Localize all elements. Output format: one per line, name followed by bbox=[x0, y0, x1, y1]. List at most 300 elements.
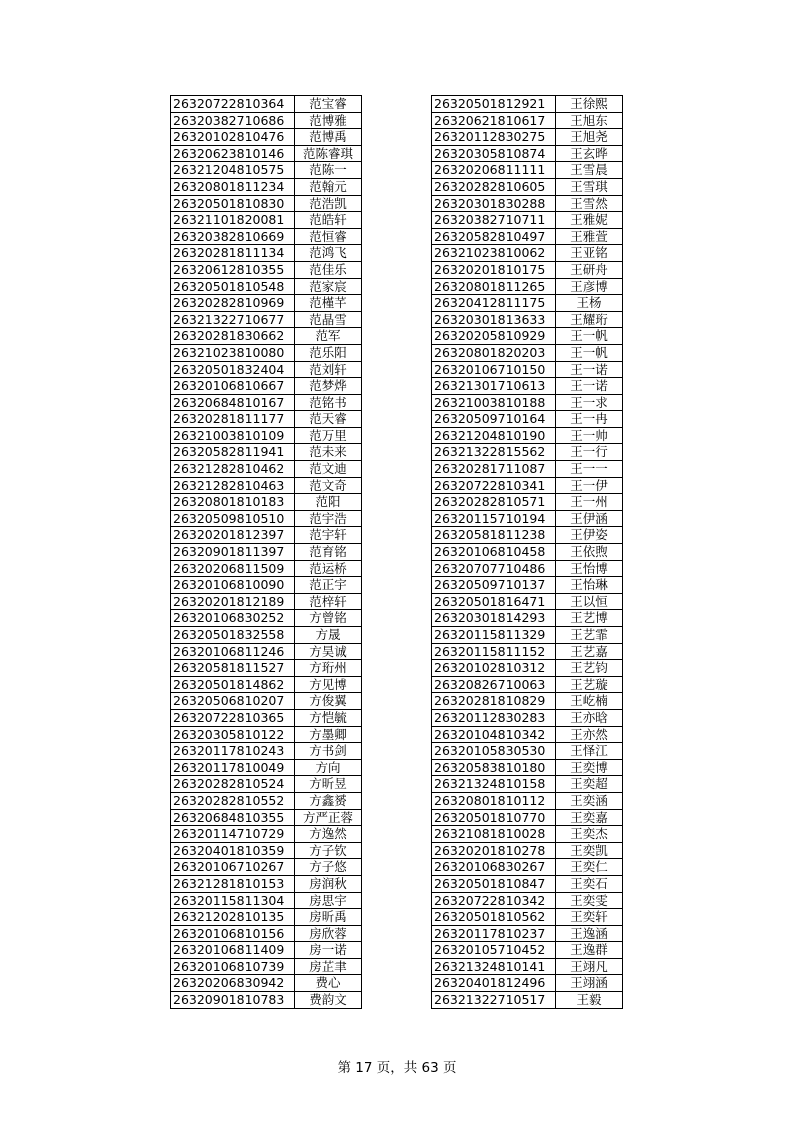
table-row bbox=[432, 527, 623, 544]
candidate-id-cell: 26320114710729 bbox=[171, 826, 295, 843]
candidate-name-cell: 范梓轩 bbox=[295, 593, 362, 610]
candidate-name-cell: 范宇浩 bbox=[295, 510, 362, 527]
table-row bbox=[171, 875, 362, 892]
candidate-id-cell: 26320106810090 bbox=[171, 577, 295, 594]
candidate-id-cell: 26320684810167 bbox=[171, 394, 295, 411]
table-row bbox=[432, 411, 623, 428]
candidate-id-cell: 26320102810312 bbox=[432, 660, 556, 677]
candidate-name-cell: 王逸涵 bbox=[556, 925, 623, 942]
candidate-name-cell: 方鑫赟 bbox=[295, 792, 362, 809]
candidate-id-cell: 26320104810342 bbox=[432, 726, 556, 743]
candidate-name-cell: 王奕仁 bbox=[556, 859, 623, 876]
table-row bbox=[432, 809, 623, 826]
candidate-id-cell: 26320826710063 bbox=[432, 676, 556, 693]
candidate-id-cell: 26320621810617 bbox=[432, 112, 556, 129]
candidate-id-cell: 26320106811409 bbox=[171, 942, 295, 959]
table-row bbox=[171, 693, 362, 710]
candidate-name-cell: 王翊涵 bbox=[556, 975, 623, 992]
candidate-id-cell: 26320382710711 bbox=[432, 212, 556, 229]
table-row bbox=[432, 875, 623, 892]
table-row bbox=[432, 477, 623, 494]
table-row bbox=[171, 212, 362, 229]
candidate-id-cell: 26320282810571 bbox=[432, 494, 556, 511]
table-row bbox=[171, 544, 362, 561]
candidate-id-cell: 26320501832558 bbox=[171, 627, 295, 644]
table-row bbox=[171, 809, 362, 826]
candidate-id-cell: 26320281810829 bbox=[432, 693, 556, 710]
candidate-name-cell: 王一帅 bbox=[556, 427, 623, 444]
candidate-id-cell: 26321281810153 bbox=[171, 875, 295, 892]
candidate-name-cell: 王雪晨 bbox=[556, 162, 623, 179]
table-row bbox=[171, 560, 362, 577]
table-row bbox=[432, 261, 623, 278]
candidate-id-cell: 26321101820081 bbox=[171, 212, 295, 229]
candidate-id-cell: 26320401810359 bbox=[171, 842, 295, 859]
candidate-id-cell: 26320509710137 bbox=[432, 577, 556, 594]
candidate-id-cell: 26320117810237 bbox=[432, 925, 556, 942]
candidate-name-cell: 王翊凡 bbox=[556, 958, 623, 975]
candidate-name-cell: 范正宇 bbox=[295, 577, 362, 594]
candidate-name-cell: 王奕凯 bbox=[556, 842, 623, 859]
right-roster-table bbox=[431, 95, 623, 1009]
candidate-id-cell: 26320115811329 bbox=[432, 627, 556, 644]
table-row bbox=[171, 892, 362, 909]
candidate-id-cell: 26320106830252 bbox=[171, 610, 295, 627]
table-row bbox=[432, 776, 623, 793]
table-row bbox=[432, 643, 623, 660]
candidate-id-cell: 26320105830530 bbox=[432, 743, 556, 760]
candidate-name-cell: 范宇轩 bbox=[295, 527, 362, 544]
table-row bbox=[432, 245, 623, 262]
table-row bbox=[171, 676, 362, 693]
table-row bbox=[171, 494, 362, 511]
candidate-id-cell: 26320501812921 bbox=[432, 96, 556, 113]
candidate-name-cell: 王亦然 bbox=[556, 726, 623, 743]
candidate-id-cell: 26320281811177 bbox=[171, 411, 295, 428]
candidate-name-cell: 王奕轩 bbox=[556, 909, 623, 926]
table-row bbox=[171, 344, 362, 361]
candidate-id-cell: 26320583810180 bbox=[432, 759, 556, 776]
candidate-name-cell: 费心 bbox=[295, 975, 362, 992]
candidate-id-cell: 26320509710164 bbox=[432, 411, 556, 428]
candidate-id-cell: 26320117810243 bbox=[171, 743, 295, 760]
table-row bbox=[432, 826, 623, 843]
candidate-name-cell: 王亦晗 bbox=[556, 709, 623, 726]
table-row bbox=[171, 96, 362, 113]
candidate-id-cell: 26320501810830 bbox=[171, 195, 295, 212]
candidate-name-cell: 王雪然 bbox=[556, 195, 623, 212]
candidate-name-cell: 王艺嘉 bbox=[556, 643, 623, 660]
candidate-id-cell: 26320901810783 bbox=[171, 992, 295, 1009]
candidate-id-cell: 26320501832404 bbox=[171, 361, 295, 378]
table-row bbox=[432, 444, 623, 461]
candidate-id-cell: 26320305810874 bbox=[432, 145, 556, 162]
table-row bbox=[171, 759, 362, 776]
table-row bbox=[171, 709, 362, 726]
candidate-name-cell: 范梦烨 bbox=[295, 378, 362, 395]
table-row bbox=[432, 544, 623, 561]
table-row bbox=[432, 925, 623, 942]
table-row bbox=[432, 560, 623, 577]
table-row bbox=[171, 411, 362, 428]
table-row bbox=[171, 278, 362, 295]
table-row bbox=[432, 909, 623, 926]
candidate-name-cell: 方墨卿 bbox=[295, 726, 362, 743]
candidate-id-cell: 26320581811238 bbox=[432, 527, 556, 544]
candidate-name-cell: 王艺璇 bbox=[556, 676, 623, 693]
table-row bbox=[432, 212, 623, 229]
table-row bbox=[171, 610, 362, 627]
table-row bbox=[171, 925, 362, 942]
table-row bbox=[432, 195, 623, 212]
candidate-name-cell: 王彦博 bbox=[556, 278, 623, 295]
candidate-name-cell: 王一帆 bbox=[556, 344, 623, 361]
candidate-name-cell: 方见博 bbox=[295, 676, 362, 693]
table-row bbox=[432, 295, 623, 312]
candidate-name-cell: 房润秋 bbox=[295, 875, 362, 892]
table-row bbox=[432, 96, 623, 113]
candidate-name-cell: 王一求 bbox=[556, 394, 623, 411]
table-row bbox=[171, 328, 362, 345]
table-row bbox=[432, 660, 623, 677]
table-row bbox=[432, 311, 623, 328]
table-row bbox=[432, 178, 623, 195]
candidate-name-cell: 范浩凯 bbox=[295, 195, 362, 212]
table-row bbox=[432, 494, 623, 511]
page-footer: 第 17 页，共 63 页 bbox=[337, 1060, 457, 1076]
candidate-name-cell: 范未来 bbox=[295, 444, 362, 461]
candidate-name-cell: 王旭尧 bbox=[556, 129, 623, 146]
table-row bbox=[171, 627, 362, 644]
candidate-name-cell: 王奕石 bbox=[556, 875, 623, 892]
candidate-id-cell: 26321003810188 bbox=[432, 394, 556, 411]
table-row bbox=[171, 510, 362, 527]
table-row bbox=[432, 759, 623, 776]
candidate-id-cell: 26320112830275 bbox=[432, 129, 556, 146]
candidate-name-cell: 范育铭 bbox=[295, 544, 362, 561]
candidate-id-cell: 26320509810510 bbox=[171, 510, 295, 527]
candidate-id-cell: 26320901811397 bbox=[171, 544, 295, 561]
candidate-id-cell: 26320115811304 bbox=[171, 892, 295, 909]
table-row bbox=[171, 394, 362, 411]
table-row bbox=[432, 792, 623, 809]
candidate-id-cell: 26320301830288 bbox=[432, 195, 556, 212]
candidate-id-cell: 26320412811175 bbox=[432, 295, 556, 312]
candidate-name-cell: 范鸿飞 bbox=[295, 245, 362, 262]
table-row bbox=[432, 726, 623, 743]
candidate-name-cell: 王雪琪 bbox=[556, 178, 623, 195]
candidate-name-cell: 范家宸 bbox=[295, 278, 362, 295]
candidate-name-cell: 王奕嘉 bbox=[556, 809, 623, 826]
candidate-name-cell: 王屹楠 bbox=[556, 693, 623, 710]
candidate-id-cell: 26320501810847 bbox=[432, 875, 556, 892]
table-row bbox=[432, 842, 623, 859]
candidate-name-cell: 范陈一 bbox=[295, 162, 362, 179]
candidate-name-cell: 房昕禹 bbox=[295, 909, 362, 926]
table-row bbox=[171, 958, 362, 975]
candidate-name-cell: 方昕昱 bbox=[295, 776, 362, 793]
candidate-id-cell: 26320382810669 bbox=[171, 228, 295, 245]
table-row bbox=[432, 427, 623, 444]
candidate-name-cell: 房思宇 bbox=[295, 892, 362, 909]
candidate-id-cell: 26320281830662 bbox=[171, 328, 295, 345]
candidate-name-cell: 王以恒 bbox=[556, 593, 623, 610]
candidate-id-cell: 26320281811134 bbox=[171, 245, 295, 262]
candidate-name-cell: 王奕雯 bbox=[556, 892, 623, 909]
table-row bbox=[171, 378, 362, 395]
candidate-name-cell: 王一一 bbox=[556, 461, 623, 478]
candidate-id-cell: 26320501810770 bbox=[432, 809, 556, 826]
candidate-id-cell: 26320106810156 bbox=[171, 925, 295, 942]
candidate-id-cell: 26320801811234 bbox=[171, 178, 295, 195]
table-row bbox=[171, 477, 362, 494]
candidate-name-cell: 王一冉 bbox=[556, 411, 623, 428]
table-row bbox=[432, 344, 623, 361]
candidate-id-cell: 26321324810141 bbox=[432, 958, 556, 975]
table-row bbox=[432, 859, 623, 876]
table-row bbox=[171, 792, 362, 809]
candidate-name-cell: 王一伊 bbox=[556, 477, 623, 494]
candidate-name-cell: 范博禹 bbox=[295, 129, 362, 146]
candidate-id-cell: 26320582810497 bbox=[432, 228, 556, 245]
candidate-id-cell: 26320707710486 bbox=[432, 560, 556, 577]
candidate-name-cell: 费韵文 bbox=[295, 992, 362, 1009]
candidate-id-cell: 26320281711087 bbox=[432, 461, 556, 478]
candidate-name-cell: 王艺博 bbox=[556, 610, 623, 627]
candidate-id-cell: 26321003810109 bbox=[171, 427, 295, 444]
candidate-id-cell: 26320301814293 bbox=[432, 610, 556, 627]
candidate-id-cell: 26320102810476 bbox=[171, 129, 295, 146]
table-row bbox=[432, 627, 623, 644]
candidate-name-cell: 范文奇 bbox=[295, 477, 362, 494]
candidate-name-cell: 王奕杰 bbox=[556, 826, 623, 843]
table-row bbox=[171, 195, 362, 212]
candidate-id-cell: 26320684810355 bbox=[171, 809, 295, 826]
candidate-name-cell: 王一行 bbox=[556, 444, 623, 461]
candidate-name-cell: 王奕涵 bbox=[556, 792, 623, 809]
table-row bbox=[171, 427, 362, 444]
table-row bbox=[171, 295, 362, 312]
candidate-id-cell: 26320282810552 bbox=[171, 792, 295, 809]
table-row bbox=[432, 743, 623, 760]
candidate-id-cell: 26321204810575 bbox=[171, 162, 295, 179]
table-row bbox=[171, 228, 362, 245]
candidate-name-cell: 王艺钧 bbox=[556, 660, 623, 677]
table-row bbox=[171, 444, 362, 461]
candidate-name-cell: 范天睿 bbox=[295, 411, 362, 428]
candidate-name-cell: 范佳乐 bbox=[295, 261, 362, 278]
candidate-name-cell: 方逸然 bbox=[295, 826, 362, 843]
candidate-name-cell: 王耀珩 bbox=[556, 311, 623, 328]
left-roster-table bbox=[170, 95, 362, 1009]
table-row bbox=[171, 942, 362, 959]
candidate-id-cell: 26320722810364 bbox=[171, 96, 295, 113]
candidate-name-cell: 范阳 bbox=[295, 494, 362, 511]
candidate-name-cell: 范槿芊 bbox=[295, 295, 362, 312]
candidate-name-cell: 方晟 bbox=[295, 627, 362, 644]
candidate-name-cell: 方子钦 bbox=[295, 842, 362, 859]
candidate-name-cell: 王依煦 bbox=[556, 544, 623, 561]
candidate-id-cell: 26320201812189 bbox=[171, 593, 295, 610]
candidate-id-cell: 26320801810183 bbox=[171, 494, 295, 511]
candidate-id-cell: 26320801820203 bbox=[432, 344, 556, 361]
candidate-id-cell: 26321282810463 bbox=[171, 477, 295, 494]
candidate-id-cell: 26320501816471 bbox=[432, 593, 556, 610]
candidate-id-cell: 26320401812496 bbox=[432, 975, 556, 992]
candidate-id-cell: 26320106710150 bbox=[432, 361, 556, 378]
candidate-id-cell: 26320106811246 bbox=[171, 643, 295, 660]
candidate-id-cell: 26320801810112 bbox=[432, 792, 556, 809]
table-row bbox=[432, 510, 623, 527]
candidate-id-cell: 26320623810146 bbox=[171, 145, 295, 162]
candidate-name-cell: 方书剑 bbox=[295, 743, 362, 760]
table-row bbox=[432, 975, 623, 992]
candidate-name-cell: 王亚铭 bbox=[556, 245, 623, 262]
candidate-name-cell: 方恺毓 bbox=[295, 709, 362, 726]
table-row bbox=[432, 394, 623, 411]
table-row bbox=[171, 162, 362, 179]
table-row bbox=[432, 278, 623, 295]
table-row bbox=[171, 577, 362, 594]
candidate-name-cell: 房欣蓉 bbox=[295, 925, 362, 942]
candidate-id-cell: 26320201810278 bbox=[432, 842, 556, 859]
candidate-id-cell: 26320282810605 bbox=[432, 178, 556, 195]
candidate-id-cell: 26320722810365 bbox=[171, 709, 295, 726]
candidate-id-cell: 26320117810049 bbox=[171, 759, 295, 776]
candidate-id-cell: 26320722810341 bbox=[432, 477, 556, 494]
candidate-id-cell: 26320382710686 bbox=[171, 112, 295, 129]
table-row bbox=[171, 361, 362, 378]
table-row bbox=[432, 992, 623, 1009]
candidate-id-cell: 26320801811265 bbox=[432, 278, 556, 295]
candidate-name-cell: 王奕博 bbox=[556, 759, 623, 776]
candidate-name-cell: 王怿江 bbox=[556, 743, 623, 760]
candidate-id-cell: 26320206830942 bbox=[171, 975, 295, 992]
candidate-name-cell: 王怡琳 bbox=[556, 577, 623, 594]
candidate-id-cell: 26320201812397 bbox=[171, 527, 295, 544]
candidate-id-cell: 26321301710613 bbox=[432, 378, 556, 395]
candidate-id-cell: 26320115811152 bbox=[432, 643, 556, 660]
candidate-id-cell: 26321322710517 bbox=[432, 992, 556, 1009]
table-row bbox=[171, 112, 362, 129]
candidate-id-cell: 26320201810175 bbox=[432, 261, 556, 278]
table-row bbox=[171, 261, 362, 278]
table-row bbox=[432, 593, 623, 610]
candidate-id-cell: 26321204810190 bbox=[432, 427, 556, 444]
candidate-id-cell: 26320106810458 bbox=[432, 544, 556, 561]
candidate-id-cell: 26320205810929 bbox=[432, 328, 556, 345]
candidate-id-cell: 26320722810342 bbox=[432, 892, 556, 909]
candidate-name-cell: 方俊翼 bbox=[295, 693, 362, 710]
candidate-name-cell: 王奕超 bbox=[556, 776, 623, 793]
candidate-name-cell: 范皓轩 bbox=[295, 212, 362, 229]
candidate-name-cell: 范恒睿 bbox=[295, 228, 362, 245]
candidate-name-cell: 王旭东 bbox=[556, 112, 623, 129]
table-row bbox=[171, 743, 362, 760]
candidate-name-cell: 范文迪 bbox=[295, 461, 362, 478]
candidate-name-cell: 王怡博 bbox=[556, 560, 623, 577]
candidate-id-cell: 26320305810122 bbox=[171, 726, 295, 743]
candidate-id-cell: 26320612810355 bbox=[171, 261, 295, 278]
candidate-name-cell: 方昊诚 bbox=[295, 643, 362, 660]
candidate-name-cell: 王一帆 bbox=[556, 328, 623, 345]
candidate-name-cell: 王一州 bbox=[556, 494, 623, 511]
table-row bbox=[171, 311, 362, 328]
candidate-id-cell: 26320115710194 bbox=[432, 510, 556, 527]
candidate-id-cell: 26320501810562 bbox=[432, 909, 556, 926]
candidate-name-cell: 范万里 bbox=[295, 427, 362, 444]
candidate-name-cell: 范刘轩 bbox=[295, 361, 362, 378]
table-row bbox=[171, 660, 362, 677]
candidate-id-cell: 26321282810462 bbox=[171, 461, 295, 478]
table-row bbox=[432, 129, 623, 146]
table-row bbox=[432, 112, 623, 129]
candidate-id-cell: 26320501810548 bbox=[171, 278, 295, 295]
candidate-id-cell: 26321322710677 bbox=[171, 311, 295, 328]
table-row bbox=[171, 643, 362, 660]
candidate-name-cell: 方珩州 bbox=[295, 660, 362, 677]
candidate-name-cell: 王徐熙 bbox=[556, 96, 623, 113]
table-row bbox=[432, 676, 623, 693]
table-row bbox=[171, 145, 362, 162]
table-row bbox=[171, 593, 362, 610]
table-row bbox=[432, 162, 623, 179]
table-row bbox=[432, 228, 623, 245]
candidate-name-cell: 方子悠 bbox=[295, 859, 362, 876]
candidate-name-cell: 范翰元 bbox=[295, 178, 362, 195]
candidate-id-cell: 26320106810667 bbox=[171, 378, 295, 395]
candidate-name-cell: 范铭书 bbox=[295, 394, 362, 411]
candidate-id-cell: 26320206811111 bbox=[432, 162, 556, 179]
candidate-name-cell: 方严正蓉 bbox=[295, 809, 362, 826]
candidate-id-cell: 26320582811941 bbox=[171, 444, 295, 461]
candidate-id-cell: 26320106810739 bbox=[171, 958, 295, 975]
candidate-id-cell: 26320106830267 bbox=[432, 859, 556, 876]
candidate-id-cell: 26320282810969 bbox=[171, 295, 295, 312]
candidate-name-cell: 王雅萱 bbox=[556, 228, 623, 245]
table-row bbox=[171, 178, 362, 195]
table-row bbox=[171, 826, 362, 843]
candidate-name-cell: 范陈睿琪 bbox=[295, 145, 362, 162]
table-row bbox=[171, 461, 362, 478]
table-row bbox=[432, 328, 623, 345]
table-row bbox=[171, 527, 362, 544]
candidate-id-cell: 26320206811509 bbox=[171, 560, 295, 577]
candidate-name-cell: 范晶雪 bbox=[295, 311, 362, 328]
candidate-id-cell: 26320282810524 bbox=[171, 776, 295, 793]
candidate-name-cell: 方曾铭 bbox=[295, 610, 362, 627]
candidate-id-cell: 26320106710267 bbox=[171, 859, 295, 876]
candidate-name-cell: 王伊姿 bbox=[556, 527, 623, 544]
table-row bbox=[432, 145, 623, 162]
candidate-id-cell: 26321081810028 bbox=[432, 826, 556, 843]
table-row bbox=[432, 461, 623, 478]
table-row bbox=[432, 958, 623, 975]
table-row bbox=[171, 842, 362, 859]
candidate-name-cell: 房芷聿 bbox=[295, 958, 362, 975]
candidate-name-cell: 王一诺 bbox=[556, 361, 623, 378]
table-row bbox=[432, 693, 623, 710]
table-row bbox=[171, 909, 362, 926]
table-row bbox=[432, 378, 623, 395]
candidate-id-cell: 26320581811527 bbox=[171, 660, 295, 677]
candidate-id-cell: 26320506810207 bbox=[171, 693, 295, 710]
candidate-id-cell: 26321324810158 bbox=[432, 776, 556, 793]
candidate-id-cell: 26321023810062 bbox=[432, 245, 556, 262]
table-row bbox=[171, 245, 362, 262]
candidate-name-cell: 王一诺 bbox=[556, 378, 623, 395]
candidate-name-cell: 王逸群 bbox=[556, 942, 623, 959]
